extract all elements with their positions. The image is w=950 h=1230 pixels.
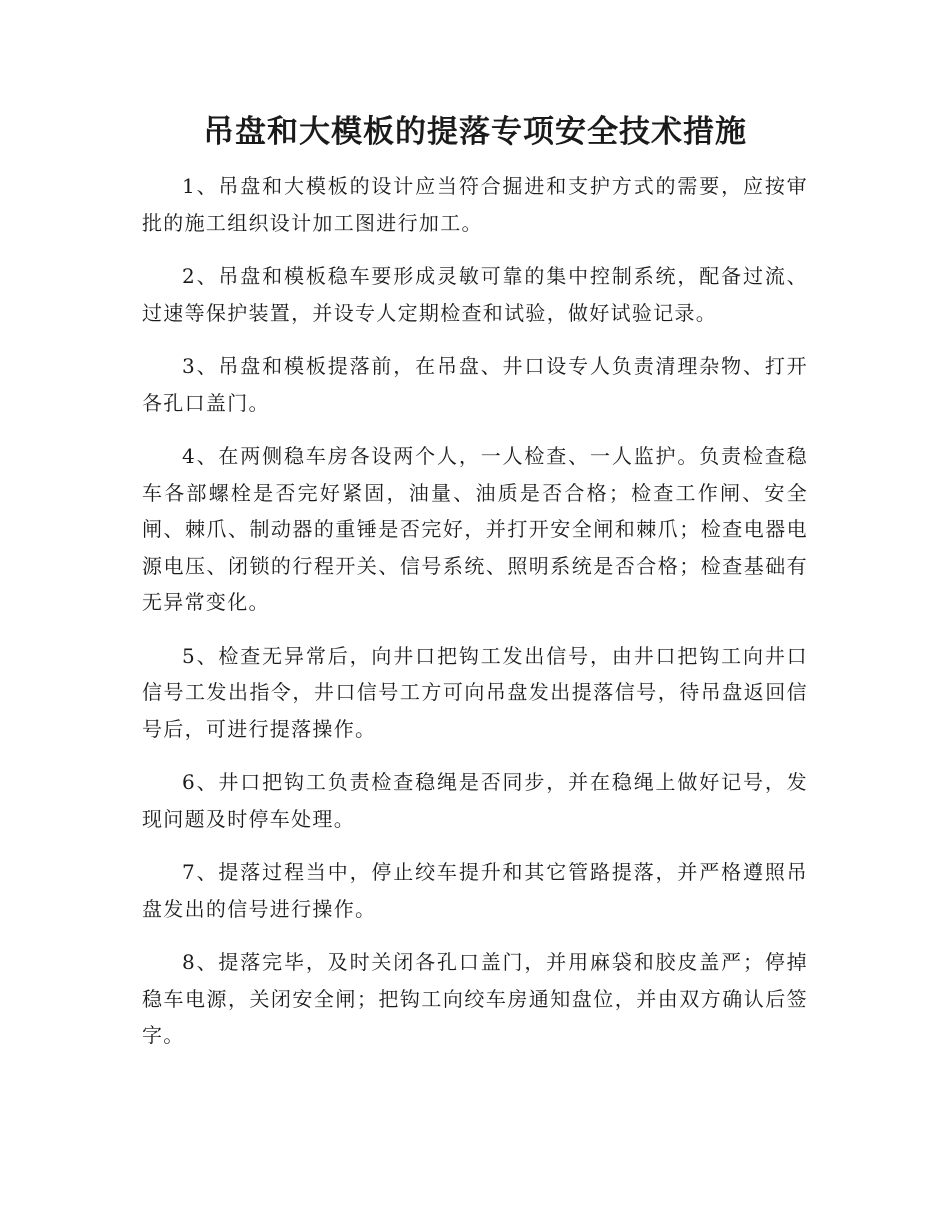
document-body <box>142 168 808 1071</box>
paragraph-4: 4、在两侧稳车房各设两个人，一人检查、一人监护。负责检查稳车各部螺栓是否完好紧固，油量、油质是否合格；检查工作闸、安全闸、棘爪、制动器的重锤是否完好，并打开安全闸和棘爪；检查电器电源电压、闭锁的行程开关、信号系统、照明系统是否合格；检查基础有无异常变化。 <box>142 444 808 614</box>
paragraph-2: 2、吊盘和模板稳车要形成灵敏可靠的集中控制系统，配备过流、过速等保护装置，并设专人定期检查和试验，做好试验记录。 <box>142 264 808 325</box>
paragraph-5: 5、检查无异常后，向井口把钩工发出信号，由井口把钩工向井口信号工发出指令，井口信号工方可向吊盘发出提落信号，待吊盘返回信号后，可进行提落操作。 <box>142 643 808 741</box>
paragraph-3: 3、吊盘和模板提落前，在吊盘、井口设专人负责清理杂物、打开各孔口盖门。 <box>142 354 808 415</box>
paragraph-8: 8、提落完毕，及时关闭各孔口盖门，并用麻袋和胶皮盖严；停掉稳车电源，关闭安全闸；把钩工向绞车房通知盘位，并由双方确认后签字。 <box>142 950 808 1047</box>
paragraph-7: 7、提落过程当中，停止绞车提升和其它管路提落，并严格遵照吊盘发出的信号进行操作。 <box>142 860 808 921</box>
document-title: 吊盘和大模板的提落专项安全技术措施 <box>203 114 747 150</box>
paragraph-1: 1、吊盘和大模板的设计应当符合掘进和支护方式的需要，应按审批的施工组织设计加工图进行加工。 <box>142 174 808 235</box>
paragraph-6: 6、井口把钩工负责检查稳绳是否同步，并在稳绳上做好记号，发现问题及时停车处理。 <box>142 770 808 831</box>
